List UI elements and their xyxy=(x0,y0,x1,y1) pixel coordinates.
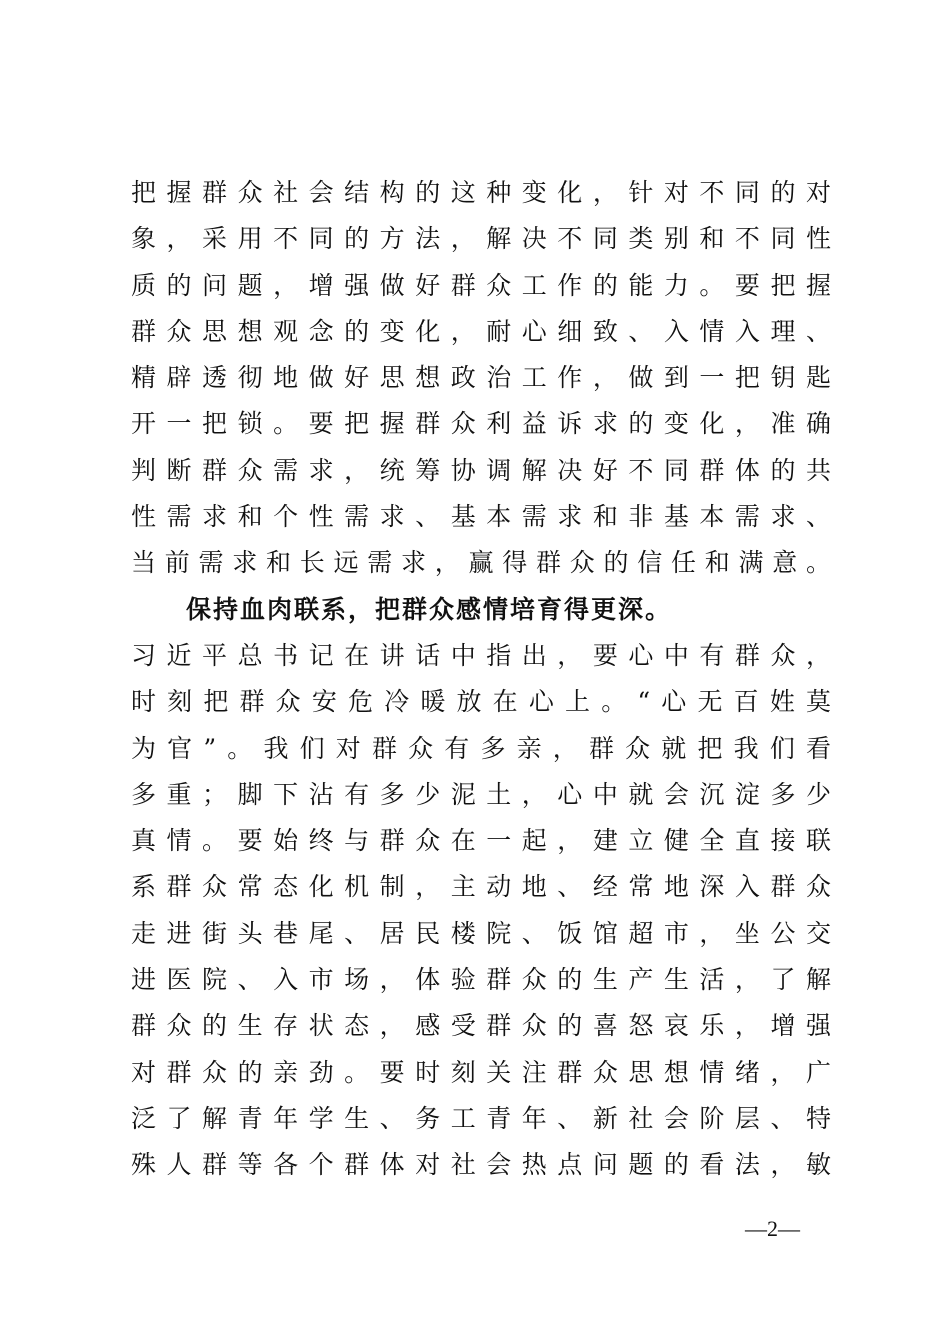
text-line: 对群众的亲劲。要时刻关注群众思想情绪，广 xyxy=(131,1057,831,1087)
text-line: 开一把锁。要把握群众利益诉求的变化，准确 xyxy=(131,409,831,439)
text-line: 当前需求和长远需求，赢得群众的信任和满意。 xyxy=(131,548,831,578)
text-line: 真情。要始终与群众在一起，建立健全直接联 xyxy=(131,826,831,856)
text-line: 多重；脚下沾有多少泥土，心中就会沉淀多少 xyxy=(131,779,831,809)
text-line: 走进街头巷尾、居民楼院、饭馆超市，坐公交 xyxy=(131,918,831,948)
text-line: 群众思想观念的变化，耐心细致、入情入理、 xyxy=(131,316,831,346)
text-line: 习近平总书记在讲话中指出，要心中有群众， xyxy=(131,640,831,670)
text-line: 性需求和个性需求、基本需求和非基本需求、 xyxy=(131,502,831,532)
text-line: 为官”。我们对群众有多亲，群众就把我们看 xyxy=(131,733,831,763)
text-line: 判断群众需求，统筹协调解决好不同群体的共 xyxy=(131,455,831,485)
text-line: 精辟透彻地做好思想政治工作，做到一把钥匙 xyxy=(131,363,831,393)
text-line: 群众的生存状态，感受群众的喜怒哀乐，增强 xyxy=(131,1011,831,1041)
text-line: 象，采用不同的方法，解决不同类别和不同性 xyxy=(131,224,831,254)
text-line: 时刻把群众安危冷暖放在心上。“心无百姓莫 xyxy=(131,687,831,717)
text-line: 殊人群等各个群体对社会热点问题的看法，敏 xyxy=(131,1150,831,1180)
body-text xyxy=(131,170,831,1189)
text-line: 把握群众社会结构的这种变化，针对不同的对 xyxy=(131,178,831,207)
text-line: 系群众常态化机制，主动地、经常地深入群众 xyxy=(131,872,831,902)
section-heading: 保持血肉联系，把群众感情培育得更深。 xyxy=(186,594,673,624)
text-line: 进医院、入市场，体验群众的生产生活，了解 xyxy=(131,965,831,995)
text-line: 质的问题，增强做好群众工作的能力。要把握 xyxy=(131,270,831,300)
page-number: —2— xyxy=(745,1216,800,1241)
text-line: 泛了解青年学生、务工青年、新社会阶层、特 xyxy=(131,1103,831,1133)
